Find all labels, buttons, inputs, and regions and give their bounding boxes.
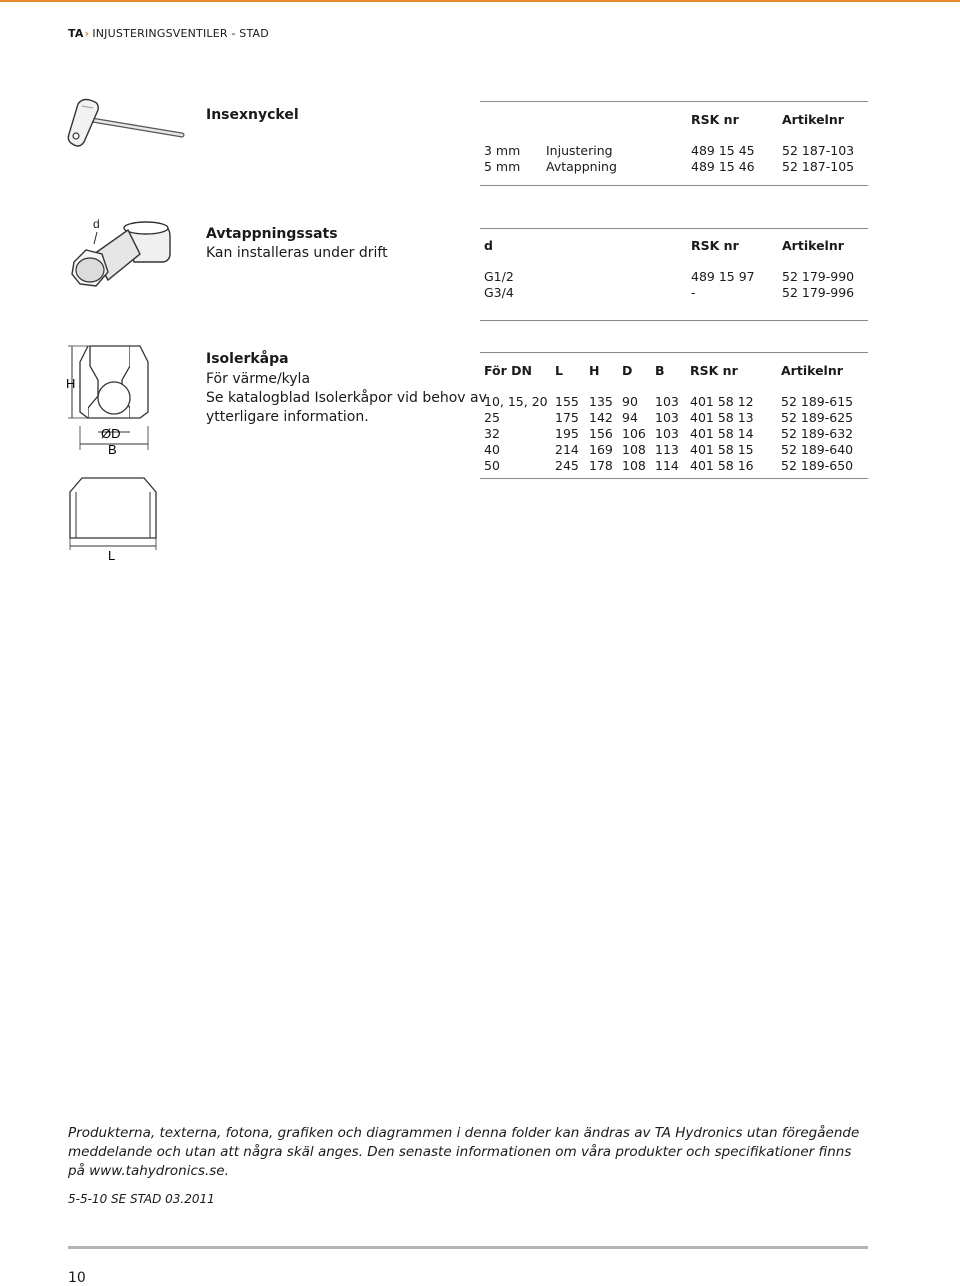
dim-label-h: H: [66, 376, 76, 391]
table-cell: 175: [555, 409, 579, 425]
table-cell: 40: [484, 441, 500, 457]
col-header: RSK nr: [690, 362, 738, 378]
col-header: RSK nr: [691, 237, 739, 253]
table-cell: 108: [622, 457, 646, 473]
table-cell: 195: [555, 425, 579, 441]
table-top-rule: [480, 228, 868, 229]
table-cell: 142: [589, 409, 613, 425]
table-cell: 52 187-105: [782, 158, 855, 174]
table-cell: 401 58 12: [690, 393, 754, 409]
table-cell: 169: [589, 441, 613, 457]
table-row: [484, 393, 871, 409]
table-cell: 401 58 15: [690, 441, 754, 457]
table-cell: 156: [589, 425, 613, 441]
table-cell: 52 189-632: [781, 425, 854, 441]
dim-label-od: ØD: [101, 426, 121, 441]
section-title: INJUSTERINGSVENTILER - STAD: [92, 27, 269, 40]
col-header: Artikelnr: [781, 362, 843, 378]
table-top-rule: [480, 101, 868, 102]
table-cell: 52 189-640: [781, 441, 854, 457]
table-cell: 245: [555, 457, 579, 473]
table-cell: G3/4: [484, 284, 514, 300]
table-top-rule: [480, 352, 868, 353]
table-row: [484, 268, 872, 284]
col-header: H: [589, 362, 600, 378]
table-cell: 103: [655, 393, 679, 409]
table-cell: 5 mm: [484, 158, 521, 174]
table-cell: 10, 15, 20: [484, 393, 548, 409]
hex-key-illustration: [62, 96, 187, 156]
table-cell: G1/2: [484, 268, 514, 284]
table-cell: 401 58 14: [690, 425, 754, 441]
table-row: [484, 457, 871, 473]
table-cell: 90: [622, 393, 638, 409]
table-cell: 106: [622, 425, 646, 441]
document-code: 5-5-10 SE STAD 03.2011: [68, 1192, 215, 1206]
table-cell: 489 15 46: [691, 158, 755, 174]
table-cell: 178: [589, 457, 613, 473]
col-header: d: [484, 237, 493, 253]
table-cell: 214: [555, 441, 579, 457]
disclaimer-text: Produkterna, texterna, fotona, grafiken och diagrammen i denna folder kan ändras av TA Hydronics utan föregående meddelande och utan att några skäl anges. Den senaste informationen om våra produkter och specifikationer finns på www.tahydronics.se.: [68, 1125, 860, 1179]
col-header: Artikelnr: [782, 237, 844, 253]
dim-label-l: L: [108, 548, 116, 563]
insexnyckel-title: Insexnyckel: [206, 107, 299, 123]
table-cell: 52 189-615: [781, 393, 854, 409]
avtappningssats-table: [484, 230, 872, 300]
table-row: [484, 425, 871, 441]
isolerkapa-line1: För värme/kyla: [206, 371, 311, 387]
table-cell: 25: [484, 409, 500, 425]
dim-label-b: B: [108, 442, 117, 457]
footer-rule: [68, 1246, 868, 1249]
col-header: [546, 104, 691, 134]
col-header: D: [622, 362, 633, 378]
page-header: [68, 27, 269, 40]
insexnyckel-table: [484, 104, 872, 174]
table-cell: Avtappning: [546, 158, 617, 174]
table-cell: 52 179-996: [782, 284, 855, 300]
table-cell: 401 58 13: [690, 409, 754, 425]
col-header: Artikelnr: [782, 111, 844, 127]
brand-logo: TA: [68, 27, 84, 40]
table-row: [484, 284, 872, 300]
isolerkapa-line3: ytterligare information.: [206, 409, 369, 425]
col-header: För DN: [484, 362, 532, 378]
isolerkapa-table: [484, 355, 871, 473]
table-cell: 52 189-650: [781, 457, 854, 473]
dim-label-d: d: [93, 217, 100, 231]
col-header: RSK nr: [691, 111, 739, 127]
table-row: [484, 441, 871, 457]
table-cell: 3 mm: [484, 142, 521, 158]
table-header-row: [484, 355, 871, 385]
table-cell: 489 15 45: [691, 142, 755, 158]
table-cell: 135: [589, 393, 613, 409]
col-header: B: [655, 362, 665, 378]
isolerkapa-line2: Se katalogblad Isolerkåpor vid behov av: [206, 390, 487, 406]
table-cell: 50: [484, 457, 500, 473]
table-cell: 103: [655, 409, 679, 425]
insulation-cover-drawing: [60, 338, 170, 563]
page-number: 10: [68, 1270, 86, 1286]
table-row: [484, 158, 872, 174]
table-cell: 155: [555, 393, 579, 409]
avtappningssats-subtitle: Kan installeras under drift: [206, 245, 388, 261]
table-cell: 108: [622, 441, 646, 457]
top-accent-line: [0, 0, 960, 2]
table-cell: 489 15 97: [691, 268, 755, 284]
table-cell: Injustering: [546, 142, 613, 158]
table-cell: 52 189-625: [781, 409, 854, 425]
avtappningssats-title: Avtappningssats: [206, 226, 338, 242]
isolerkapa-title: Isolerkåpa: [206, 351, 289, 367]
table-cell: 52 187-103: [782, 142, 855, 158]
table-bottom-rule: [480, 478, 868, 479]
table-bottom-rule: [480, 320, 868, 321]
table-row: [484, 142, 872, 158]
col-header: L: [555, 362, 563, 378]
table-row: [484, 409, 871, 425]
table-cell: 103: [655, 425, 679, 441]
table-cell: 114: [655, 457, 679, 473]
chevron-icon: ›: [84, 27, 90, 40]
table-cell: 94: [622, 409, 638, 425]
table-cell: 113: [655, 441, 679, 457]
table-bottom-rule: [480, 185, 868, 186]
col-header: [484, 104, 546, 134]
table-header-row: [484, 230, 872, 260]
table-cell: 401 58 16: [690, 457, 754, 473]
table-cell: 52 179-990: [782, 268, 855, 284]
table-header-row: [484, 104, 872, 134]
table-cell: -: [691, 284, 696, 300]
drain-kit-illustration: [64, 214, 184, 294]
table-cell: 32: [484, 425, 500, 441]
